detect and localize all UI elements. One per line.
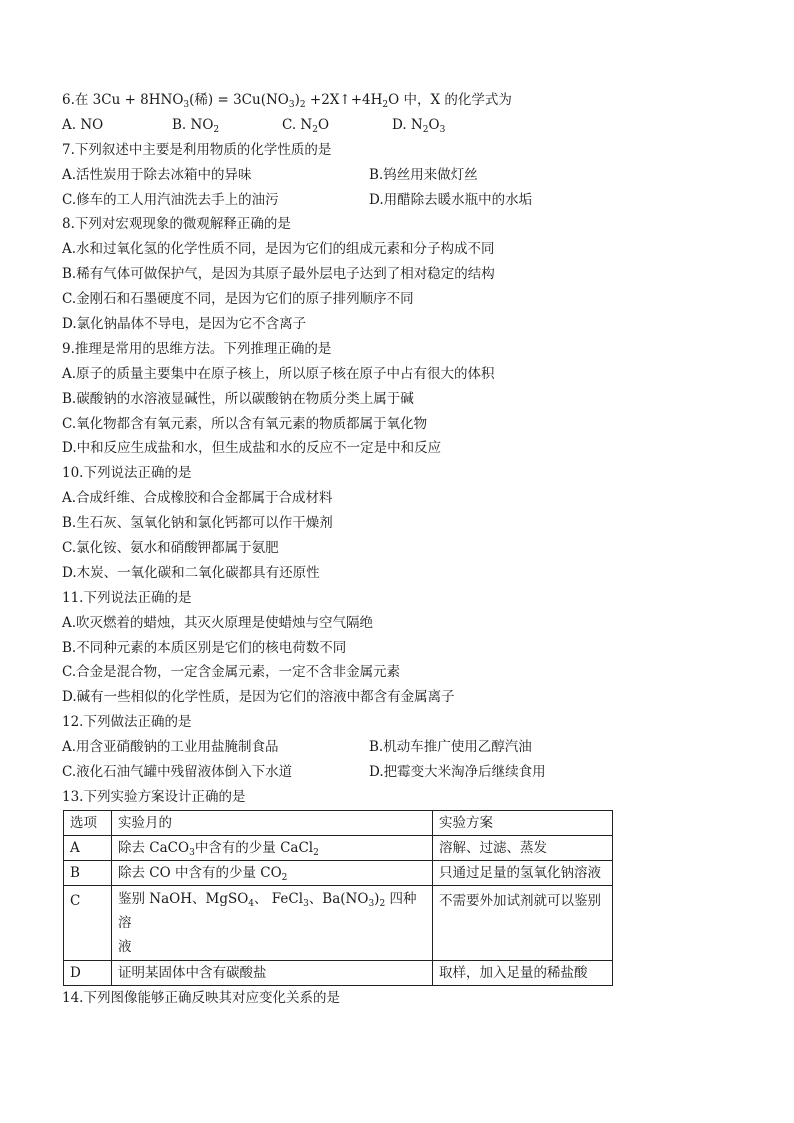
q9-option-d: D.中和反应生成盐和水，但生成盐和水的反应不一定是中和反应 (62, 440, 442, 457)
q14-stem: 14.下列图像能够正确反映其对应变化关系的是 (62, 989, 340, 1006)
q10-option-a: A.合成纤维、合成橡胶和合金都属于合成材料 (62, 490, 333, 507)
q11-option-a: A.吹灭燃着的蜡烛，其灭火原理是使蜡烛与空气隔绝 (62, 614, 374, 631)
row-b-option: B (64, 860, 112, 885)
q13-table (63, 810, 613, 986)
q11-option-b: B.不同种元素的本质区别是它们的核电荷数不同 (62, 639, 347, 656)
q7-stem: 7.下列叙述中主要是利用物质的化学性质的是 (62, 141, 332, 158)
q12-stem: 12.下列做法正确的是 (62, 714, 192, 731)
q6-option-b: B. $NO_2$ (172, 116, 220, 135)
q11-option-c: C.合金是混合物，一定含金属元素，一定不含非金属元素 (62, 664, 401, 681)
q7-option-c: C.修车的工人用汽油洗去手上的油污 (62, 191, 279, 208)
row-a-plan: 溶解、过滤、蒸发 (433, 835, 613, 860)
q9-option-a: A.原子的质量主要集中在原子核上，所以原子核在原子中占有很大的体积 (62, 365, 495, 382)
q10-option-c: C.氯化铵、氨水和硝酸钾都属于氨肥 (62, 540, 279, 557)
q8-stem: 8.下列对宏观现象的微观解释正确的是 (62, 216, 291, 233)
q12-options-cd (62, 760, 742, 785)
q6-options (62, 113, 742, 138)
q9-option-c: C.氧化物都含有氧元素，所以含有氧元素的物质都属于氧化物 (62, 415, 428, 432)
q8-option-d: D.氯化钠晶体不导电，是因为它不含离子 (62, 316, 307, 333)
row-c-purpose: 鉴别 NaOH、MgSO$_4$、 FeCl$_3$、$Ba(NO_3)_2$ 四种溶 液 (112, 885, 433, 960)
q6-option-a: A. NO (62, 116, 104, 133)
q10-stem: 10.下列说法正确的是 (62, 465, 192, 482)
q12-option-a: A.用含亚硝酸钠的工业用盐腌制食品 (62, 739, 279, 756)
table-row (64, 835, 613, 860)
q12-option-b: B.机动车推广使用乙醇汽油 (369, 739, 532, 756)
q8-option-b: B.稀有气体可做保护气，是因为其原子最外层电子达到了相对稳定的结构 (62, 266, 495, 283)
q12-options-ab (62, 735, 742, 760)
header-plan: 实验方案 (433, 810, 613, 835)
row-a-purpose: 除去 CaCO$_3$中含有的少量 CaCl$_2$ (112, 835, 433, 860)
row-a-option: A (64, 835, 112, 860)
header-purpose: 实验月的 (112, 810, 433, 835)
row-d-purpose: 证明某固体中含有碳酸盐 (112, 960, 433, 985)
q11-stem: 11.下列说法正确的是 (62, 589, 192, 606)
row-c-plan: 不需要外加试剂就可以鉴别 (433, 885, 613, 960)
row-b-plan: 只通过足量的氢氧化钠溶液 (433, 860, 613, 885)
q7-option-d: D.用醋除去暖水瓶中的水垢 (369, 191, 533, 208)
q8-option-a: A.水和过氧化氢的化学性质不同，是因为它们的组成元素和分子构成不同 (62, 241, 495, 258)
q6-stem: 6.在 $3Cu + 8HNO_3$(稀) = $3Cu(NO_3)_2$ $+2X↑+4H_2O$ 中，X 的化学式为 (62, 92, 512, 110)
exam-page (62, 88, 742, 1011)
q6-option-d: D. $N_2O_3$ (392, 116, 446, 135)
q7-options-ab (62, 163, 742, 188)
q12-option-c: C.液化石油气罐中残留液体倒入下水道 (62, 764, 293, 781)
q9-stem: 9.推理是常用的思维方法。下列推理正确的是 (62, 340, 332, 357)
q11-option-d: D.碱有一些相似的化学性质，是因为它们的溶液中都含有金属离子 (62, 689, 455, 706)
q7-option-a: A.活性炭用于除去冰箱中的异味 (62, 166, 252, 183)
row-c-option: C (64, 885, 112, 960)
row-d-option: D (64, 960, 112, 985)
q8-option-c: C.金刚石和石墨硬度不同，是因为它们的原子排列顺序不同 (62, 291, 414, 308)
q7-option-b: B.钨丝用来做灯丝 (369, 166, 478, 183)
q13-stem: 13.下列实验方案设计正确的是 (62, 788, 246, 805)
q12-option-d: D.把霉变大米淘净后继续食用 (369, 764, 546, 781)
q9-option-b: B.碳酸钠的水溶液显碱性，所以碳酸钠在物质分类上属于碱 (62, 390, 414, 407)
row-b-purpose: 除去 CO 中含有的少量 $CO_2$ (112, 860, 433, 885)
table-row (64, 885, 613, 960)
q10-option-b: B.生石灰、氢氧化钠和氯化钙都可以作干燥剂 (62, 515, 333, 532)
table-row (64, 960, 613, 985)
row-d-plan: 取样，加入足量的稀盐酸 (433, 960, 613, 985)
header-option: 选项 (64, 810, 112, 835)
q6-option-c: C. $N_2O$ (282, 116, 330, 135)
q10-option-d: D.木炭、一氧化碳和二氧化碳都具有还原性 (62, 564, 320, 581)
q7-options-cd (62, 188, 742, 213)
table-header-row (64, 810, 613, 835)
table-row (64, 860, 613, 885)
